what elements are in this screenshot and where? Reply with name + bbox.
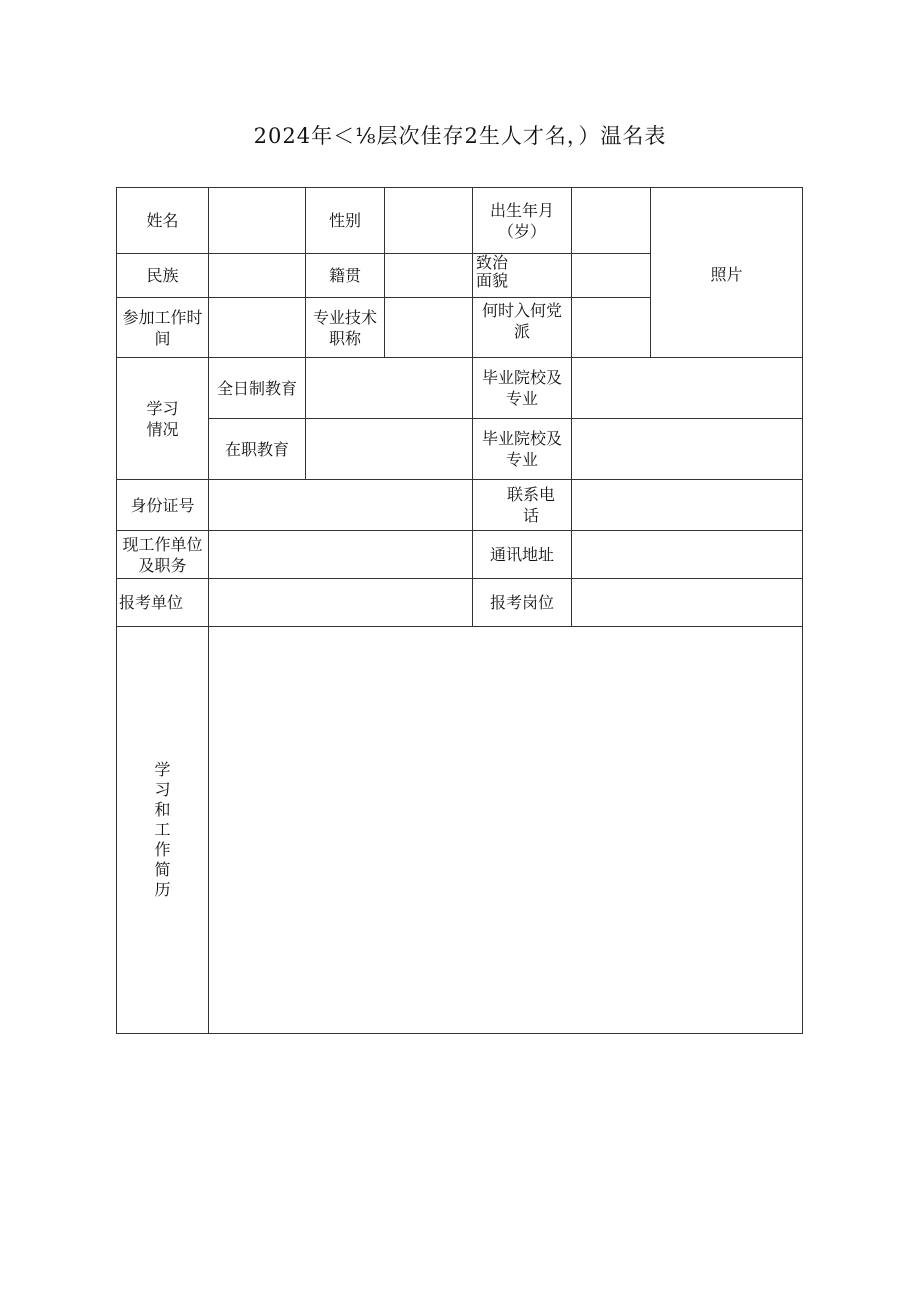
- native-place-label-cell: [306, 254, 385, 298]
- political-status-label: 致治面貌: [476, 253, 509, 290]
- resume-label: 学习和工作简历: [154, 760, 171, 899]
- fulltime-edu-field[interactable]: [306, 358, 473, 419]
- fulltime-edu-label-cell: [209, 358, 306, 419]
- party-join-label: 何时入何党派: [481, 301, 562, 341]
- grad-school-2-label: 毕业院校及专业: [481, 429, 562, 469]
- birth-label: 出生年月（岁）: [489, 200, 554, 241]
- ethnicity-label-cell: [117, 254, 209, 298]
- grad-school-2-field[interactable]: [572, 419, 803, 480]
- id-number-field[interactable]: [209, 480, 473, 531]
- grad-school-1-label: 毕业院校及专业: [481, 368, 562, 408]
- work-start-field[interactable]: [209, 298, 306, 358]
- current-unit-label-cell: [117, 531, 209, 579]
- name-field[interactable]: [209, 188, 306, 254]
- apply-unit-field[interactable]: [209, 579, 473, 627]
- grad-school-1-field[interactable]: [572, 358, 803, 419]
- name-label-cell: [117, 188, 209, 254]
- work-start-label: 参加工作时间: [122, 307, 203, 348]
- phone-field[interactable]: [572, 480, 803, 531]
- ethnicity-field[interactable]: [209, 254, 306, 298]
- inservice-edu-field[interactable]: [306, 419, 473, 480]
- apply-unit-label: 报考单位: [119, 593, 184, 612]
- address-field[interactable]: [572, 531, 803, 579]
- photo-cell[interactable]: [651, 188, 803, 358]
- study-label-cell: [117, 358, 209, 480]
- birth-field[interactable]: [572, 188, 651, 254]
- fulltime-edu-label: 全日制教育: [216, 378, 297, 398]
- work-start-label-cell: [117, 298, 209, 358]
- phone-label-cell: [473, 480, 572, 531]
- professional-title-label-cell: [306, 298, 385, 358]
- gender-field[interactable]: [385, 188, 473, 254]
- apply-post-label: 报考岗位: [489, 593, 554, 612]
- birth-label-cell: [473, 188, 572, 254]
- resume-field[interactable]: [209, 627, 803, 1034]
- apply-post-field[interactable]: [572, 579, 803, 627]
- address-label: 通讯地址: [489, 545, 554, 564]
- current-unit-label: 现工作单位及职务: [122, 534, 203, 575]
- inservice-edu-label: 在职教育: [224, 439, 289, 459]
- inservice-edu-label-cell: [209, 419, 306, 480]
- phone-label: 联系电话: [506, 485, 555, 525]
- political-status-field[interactable]: [572, 254, 651, 298]
- party-join-label-cell: [473, 298, 572, 358]
- ethnicity-label: 民族: [146, 266, 179, 285]
- registration-form-table: [116, 187, 803, 1034]
- study-label: 学习情况: [146, 398, 179, 439]
- grad-school-1-label-cell: [473, 358, 572, 419]
- page-title: 2024年＜⅛层次佳存2生人才名，）温名表: [253, 124, 667, 148]
- gender-label-cell: [306, 188, 385, 254]
- native-place-label: 籍贯: [328, 266, 361, 285]
- id-number-label: 身份证号: [130, 495, 195, 515]
- address-label-cell: [473, 531, 572, 579]
- native-place-field[interactable]: [385, 254, 473, 298]
- id-number-label-cell: [117, 480, 209, 531]
- apply-post-label-cell: [473, 579, 572, 627]
- name-label: 姓名: [146, 211, 179, 230]
- resume-label-cell: [117, 627, 209, 1034]
- political-status-label-cell: [473, 254, 572, 298]
- photo-label: 照片: [710, 265, 743, 284]
- apply-unit-label-cell: [117, 579, 209, 627]
- grad-school-2-label-cell: [473, 419, 572, 480]
- gender-label: 性别: [328, 211, 361, 230]
- professional-title-label: 专业技术职称: [312, 307, 377, 348]
- professional-title-field[interactable]: [385, 298, 473, 358]
- current-unit-field[interactable]: [209, 531, 473, 579]
- party-join-field[interactable]: [572, 298, 651, 358]
